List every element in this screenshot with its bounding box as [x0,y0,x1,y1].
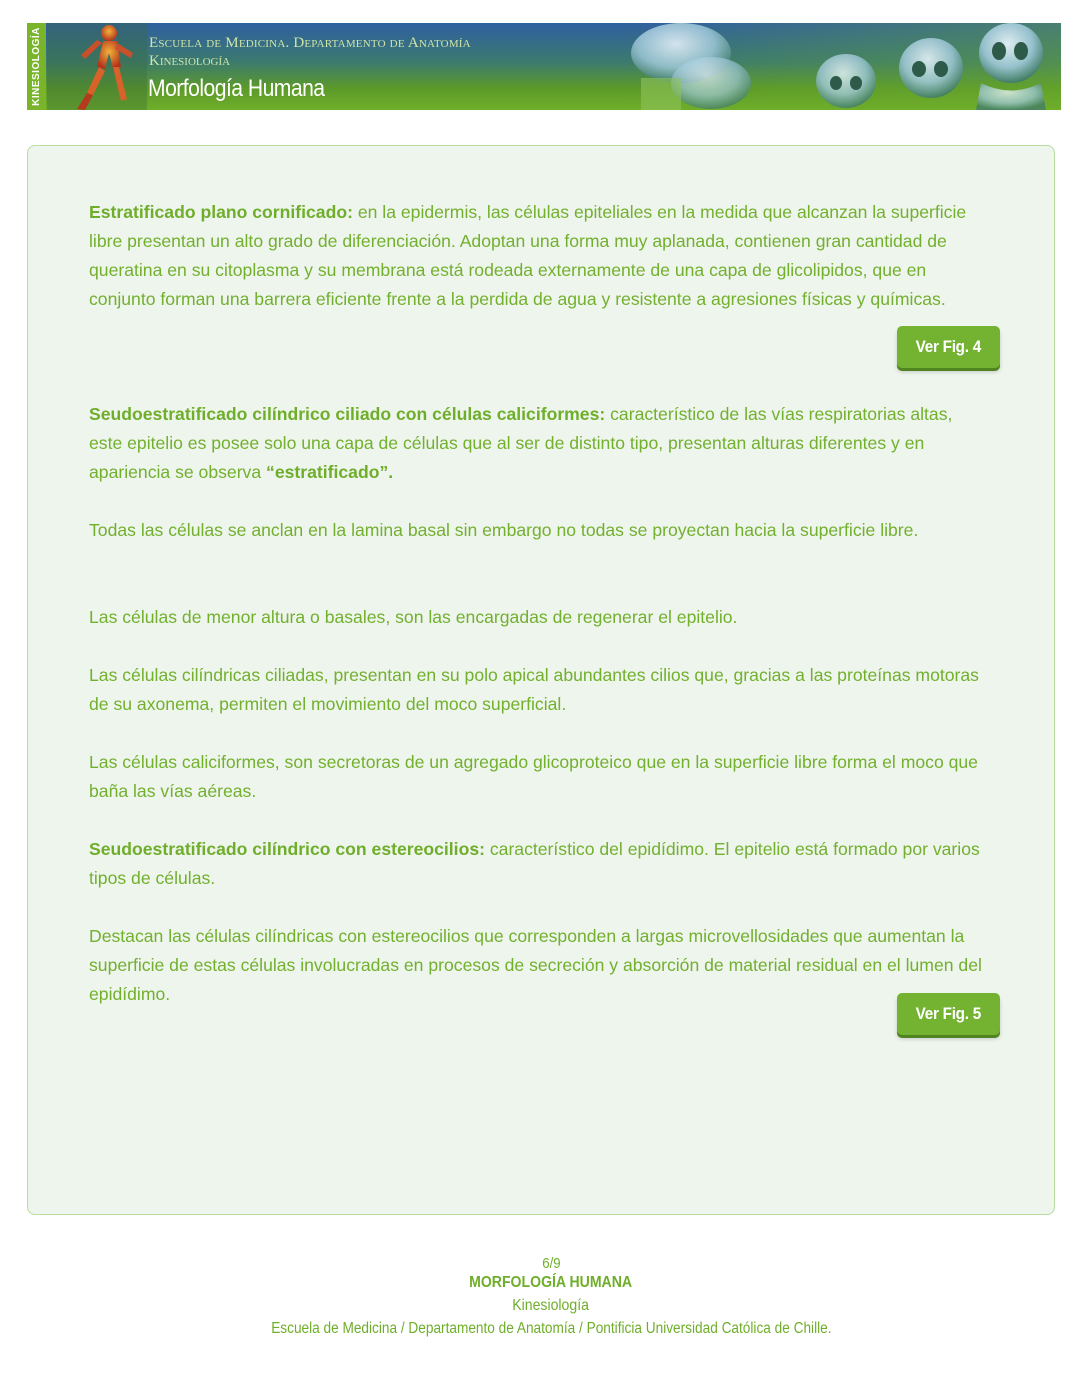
paragraph-basal-lamina: Todas las células se anclan en la lamina basal sin embargo no todas se proyectan hacia la superficie libre. [89,520,919,540]
term-stereocilia: Seudoestratificado cilíndrico con estereocilios: [89,839,485,859]
term-ciliated: Seudoestratificado cilíndrico ciliado con células caliciformes: [89,404,606,424]
view-fig-4-button[interactable] [897,326,1000,368]
anatomy-collage-icon [621,23,1061,110]
header-banner [27,23,1061,110]
view-fig-5-label: Ver Fig. 5 [915,1004,982,1023]
text-stereocilia: característico del epidídimo. El epitelio está formado por varios tipos de células. [89,839,980,888]
banner-school: Escuela de Medicina. Departamento de Anatomía [149,35,471,51]
side-tab [27,23,46,110]
page-number: 6/9 [541,1255,561,1272]
anatomy-figure-icon [47,23,147,110]
paragraph-basal-cells: Las células de menor altura o basales, son las encargadas de regenerar el epitelio. [89,607,738,627]
footer-subtitle: Kinesiología [512,1297,590,1314]
term-cornified: Estratificado plano cornificado: [89,202,353,222]
paragraph-stereocilia [89,835,989,893]
banner-title: Morfología Humana [148,75,325,102]
text-cornified: en la epidermis, las células epiteliales en la medida que alcanzan la superficie libre presentan un alto grado de diferenciación. Adoptan una forma muy aplanada, contienen gran cantidad de queratina en su citoplasma y su membrana está rodeada externamente de una capa de glicolipidos, que en conjunto forman una barrera eficiente frente a la perdida de agua y resistente a agresiones físicas y químicas. [89,202,967,309]
content-panel [27,145,1055,1215]
side-tab-label: KINESIOLOGÍA [31,27,43,106]
text-ciliated: característico de las vías respiratorias altas, este epitelio es posee solo una capa de células que al ser de distinto tipo, presentan alturas diferentes y en apariencia se observa [89,404,953,482]
paragraph-cornified [89,198,989,314]
paragraph-ciliated [89,400,989,487]
paragraph-ciliated-cells: Las células cilíndricas ciliadas, presentan en su polo apical abundantes cilios que, gracias a las proteínas motoras de su axonema, permiten el movimiento del moco superficial. [89,665,979,714]
term-stratified: “estratificado”. [266,462,394,482]
footer-title: MORFOLOGÍA HUMANA [469,1274,633,1291]
banner-program: Kinesiología [149,53,231,69]
view-fig-5-button[interactable] [897,993,1000,1035]
footer-institution: Escuela de Medicina / Departamento de Anatomía / Pontificia Universidad Católica de Chille. [270,1320,832,1337]
view-fig-4-label: Ver Fig. 4 [915,337,982,356]
paragraph-goblet-cells: Las células caliciformes, son secretoras de un agregado glicoproteico que en la superficie libre forma el moco que baña las vías aéreas. [89,752,978,801]
paragraph-microvilli: Destacan las células cilíndricas con estereocilios que corresponden a largas microvellosidades que aumentan la superficie de estas células involucradas en procesos de secreción y absorción de material residual en el lumen del epidídimo. [89,926,982,1004]
